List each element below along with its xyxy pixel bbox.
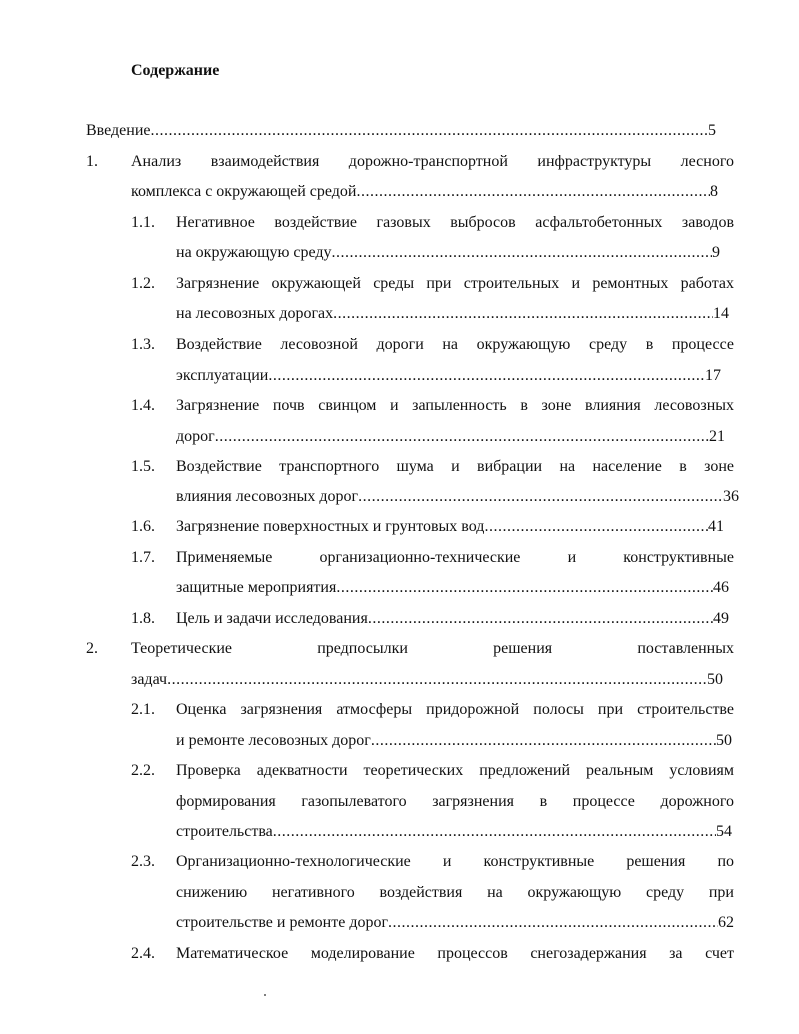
toc-leader-dots [332, 243, 712, 263]
toc-leader-dots [167, 670, 707, 690]
toc-leader-dots [484, 517, 708, 537]
toc-entry-text: и ремонте лесовозных дорог [176, 732, 371, 749]
toc-entry-number: 1. [86, 153, 98, 170]
toc-leader-dots [336, 578, 713, 598]
toc-page-number: 62 [718, 914, 734, 931]
toc-entry-number: 1.3. [131, 336, 155, 353]
toc-entry-text: строительстве и ремонте дорог [176, 914, 389, 931]
toc-leader-dots [151, 121, 709, 141]
toc-leader-dots [356, 182, 710, 202]
toc-entry-text: на лесовозных дорогах [176, 305, 334, 322]
toc-entry-number: 2.3. [131, 853, 155, 870]
toc-entry-text: снижению негативного воздействия на окружающую среду при [176, 884, 734, 901]
toc-entry-number: 2. [86, 640, 98, 657]
toc-page-number: 50 [707, 671, 723, 688]
toc-entry-number: 2.1. [131, 701, 155, 718]
toc-page-number: 54 [716, 823, 732, 840]
toc-page-number: 14 [713, 305, 729, 322]
toc-leader-dots [268, 366, 705, 386]
toc-entry-text: Негативное воздействие газовых выбросов асфальтобетонных заводов [176, 214, 734, 231]
toc-page-number: 49 [713, 610, 729, 627]
toc-page-number: 41 [708, 518, 724, 535]
toc-entry-text: Теоретические предпосылки решения поставленных [131, 640, 734, 657]
page-title: Содержание [131, 62, 220, 79]
toc-entry-number: 2.4. [131, 945, 155, 962]
toc-entry-text: Воздействие лесовозной дороги на окружающую среду в процессе [176, 336, 734, 353]
toc-entry-text: Введение [86, 122, 151, 139]
toc-leader-dots [333, 304, 713, 324]
toc-entry-text: Математическое моделирование процессов снегозадержания за счет [176, 945, 734, 962]
toc-entry-text: формирования газопылеватого загрязнения в процессе дорожного [176, 793, 734, 810]
toc-entry-text: на окружающую среду [176, 244, 332, 261]
toc-entry-text: влияния лесовозных дорог [176, 488, 359, 505]
toc-leader-dots [273, 822, 716, 842]
toc-leader-dots [368, 609, 713, 629]
toc-entry-text: строительства [176, 823, 273, 840]
toc-entry-number: 1.2. [131, 275, 155, 292]
toc-entry-number: 1.8. [131, 610, 155, 627]
toc-entry-number: 1.4. [131, 397, 155, 414]
toc-page-number: 46 [713, 579, 729, 596]
toc-leader-dots [371, 731, 716, 751]
toc-entry-number: 2.2. [131, 762, 155, 779]
toc-entry-text: Загрязнение почв свинцом и запыленность в зоне влияния лесовозных [176, 397, 734, 414]
scan-speck [264, 994, 266, 996]
toc-entry-text: комплекса с окружающей средой [131, 183, 357, 200]
toc-page-number: 9 [712, 244, 720, 261]
toc-entry-text: Загрязнение окружающей среды при строительных и ремонтных работах [176, 275, 734, 292]
toc-page-number: 36 [723, 488, 739, 505]
toc-entry-text: Применяемые организационно-технические и конструктивные [176, 549, 734, 566]
toc-entry-text: Воздействие транспортного шума и вибрации на население в зоне [176, 458, 734, 475]
toc-entry-number: 1.5. [131, 458, 155, 475]
toc-entry-text: Цель и задачи исследования [176, 610, 368, 627]
toc-page-number: 8 [710, 183, 718, 200]
toc-entry-text: задач [131, 671, 168, 688]
toc-page-number: 5 [708, 122, 716, 139]
toc-leader-dots [388, 913, 718, 933]
toc-leader-dots [358, 487, 723, 507]
toc-page-number: 50 [716, 732, 732, 749]
toc-entry-text: Проверка адекватности теоретических предложений реальным условиям [176, 762, 734, 779]
toc-entry-text: эксплуатации [176, 367, 269, 384]
toc-entry-text: Оценка загрязнения атмосферы придорожной полосы при строительстве [176, 701, 734, 718]
toc-leader-dots [215, 427, 709, 447]
toc-entry-text: защитные мероприятия [176, 579, 337, 596]
toc-entry-number: 1.7. [131, 549, 155, 566]
toc-entry-text: Загрязнение поверхностных и грунтовых вод [176, 518, 485, 535]
toc-entry-text: дорог [176, 428, 215, 445]
toc-entry-number: 1.6. [131, 518, 155, 535]
toc-page-number: 21 [709, 428, 725, 445]
toc-entry-text: Анализ взаимодействия дорожно-транспортной инфраструктуры лесного [131, 153, 734, 170]
toc-entry-text: Организационно-технологические и конструктивные решения по [176, 853, 734, 870]
toc-page-number: 17 [705, 367, 721, 384]
toc-entry-number: 1.1. [131, 214, 155, 231]
